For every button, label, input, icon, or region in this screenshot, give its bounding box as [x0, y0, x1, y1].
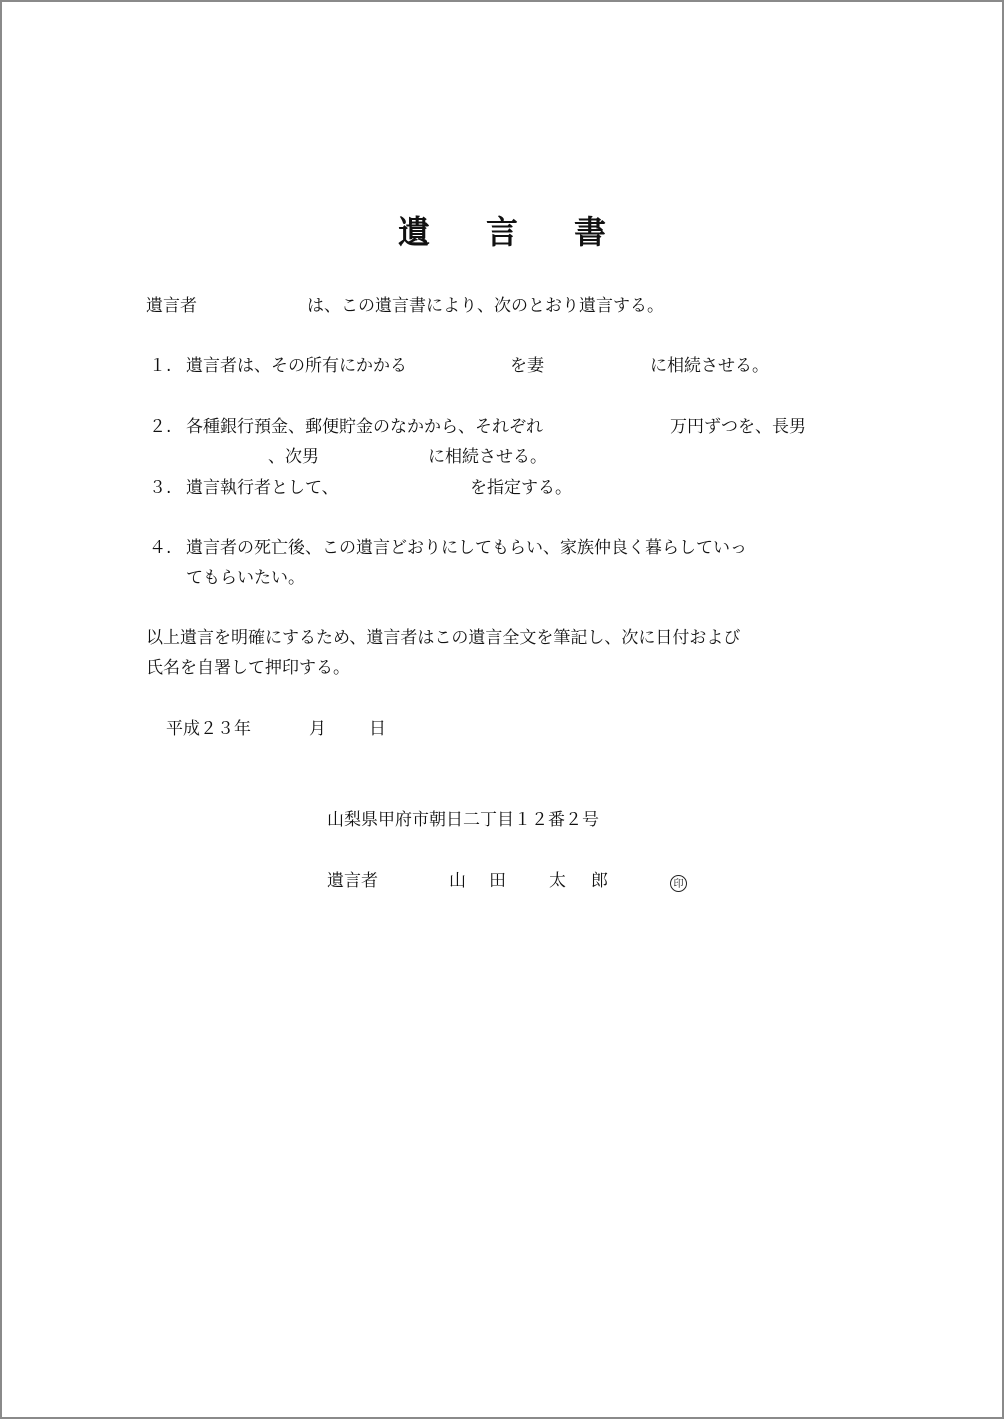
item-1-number: １. [149, 356, 172, 376]
preamble-text: は、この遺言書により、次のとおり遺言する。 [307, 296, 664, 316]
date-day: 日 [369, 719, 386, 739]
closing-line-2: 氏名を自署して押印する。 [146, 658, 350, 678]
signature-given-1: 太 [549, 871, 566, 891]
item-2-text-b: 万円ずつを、長男 [670, 417, 806, 437]
item-3-text-a: 遺言執行者として、 [186, 478, 339, 498]
signature-surname-1: 山 [449, 871, 466, 891]
item-2-text-c: 、次男 [268, 447, 319, 467]
title-char-2: 言 [485, 213, 518, 251]
item-4-line-1: 遺言者の死亡後、この遺言どおりにしてもらい、家族仲良く暮らしていっ [186, 538, 747, 558]
signature-surname-2: 田 [489, 871, 506, 891]
item-2-text-d: に相続させる。 [428, 447, 547, 467]
preamble-label: 遺言者 [146, 296, 197, 316]
item-2-number: ２. [149, 417, 172, 437]
document-title [0, 212, 1004, 252]
item-1-text-a: 遺言者は、その所有にかかる [186, 356, 407, 376]
signature-label: 遺言者 [327, 871, 378, 891]
item-4-number: ４. [149, 538, 172, 558]
closing-line-1: 以上遺言を明確にするため、遺言者はこの遺言全文を筆記し、次に日付および [146, 628, 741, 648]
title-char-3: 書 [574, 213, 607, 251]
item-3-text-b: を指定する。 [470, 478, 572, 498]
item-2-text-a: 各種銀行預金、郵便貯金のなかから、それぞれ [186, 417, 543, 437]
testator-address: 山梨県甲府市朝日二丁目１２番２号 [327, 810, 599, 830]
item-1-text-c: に相続させる。 [650, 356, 769, 376]
seal-icon: 印 [670, 875, 687, 892]
signature-given-2: 郎 [591, 871, 608, 891]
item-1-text-b: を妻 [510, 356, 544, 376]
item-3-number: ３. [149, 478, 172, 498]
date-month: 月 [309, 719, 326, 739]
item-4-line-2: てもらいたい。 [186, 568, 305, 588]
seal-mark [670, 872, 687, 892]
title-char-1: 遺 [397, 213, 430, 251]
date-era-year: 平成２３年 [166, 719, 251, 739]
